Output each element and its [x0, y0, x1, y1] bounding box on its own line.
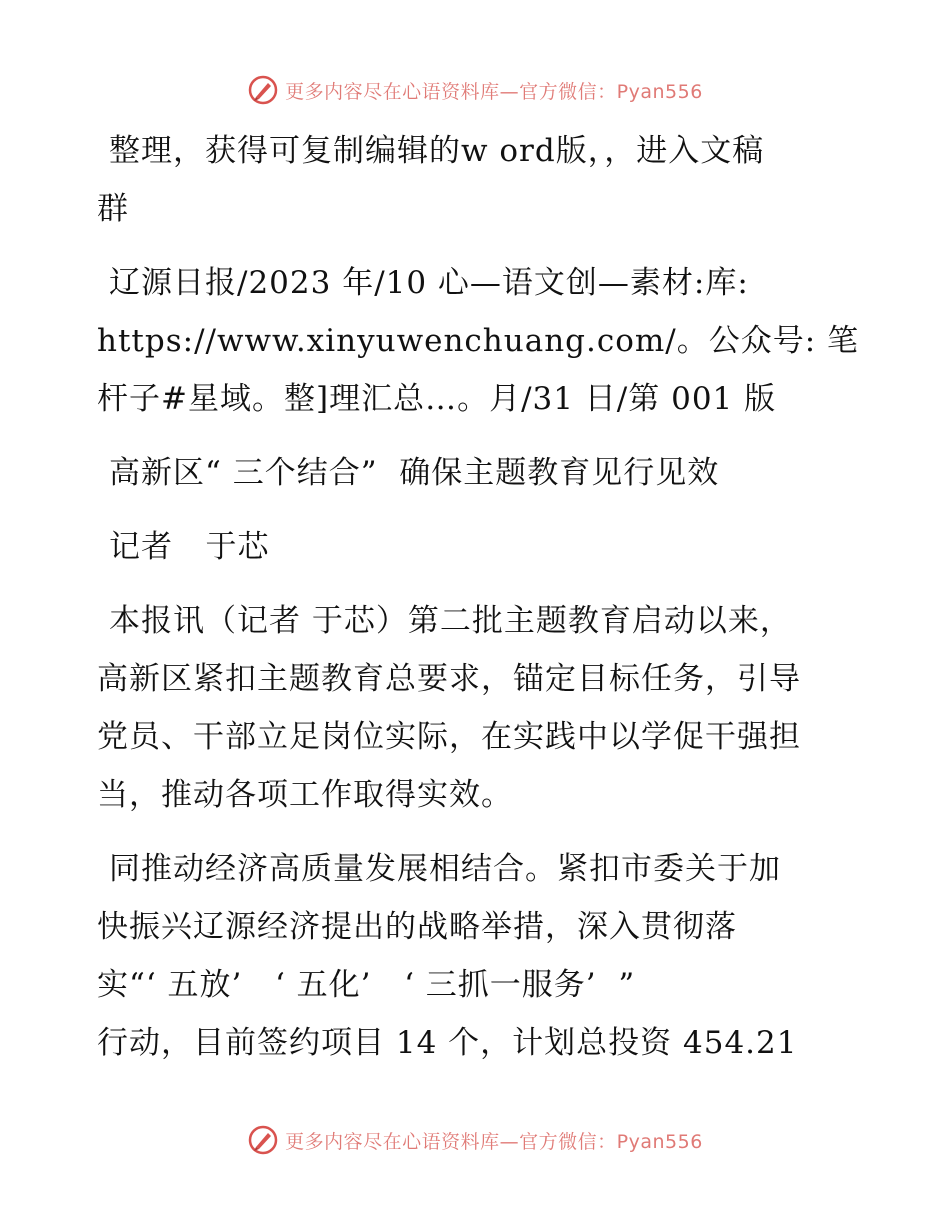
- pen-logo-icon: [247, 1124, 279, 1156]
- pen-logo-icon: [247, 74, 279, 106]
- text-line: 行动，目前签约项目 14 个，计划总投资 454.21: [97, 1025, 798, 1061]
- text-line: 杆子#星域。整]理汇总…。月/31 日/第 001 版: [97, 381, 777, 417]
- text-line: 记者 于芯: [109, 529, 270, 565]
- paragraph-source: [97, 254, 860, 428]
- text-line: 辽源日报/2023 年/10 心—语文创—素材:库:: [109, 265, 749, 301]
- paragraph-lead: [97, 592, 857, 824]
- article-byline: [97, 518, 857, 576]
- paragraph-economy: [97, 840, 857, 1072]
- watermark-text: 更多内容尽在心语资料库—官方微信：Pyan556: [285, 80, 703, 103]
- watermark-text: 更多内容尽在心语资料库—官方微信：Pyan556: [285, 1130, 703, 1153]
- text-line: 快振兴辽源经济提出的战略举措，深入贯彻落: [97, 909, 737, 945]
- article-title: [97, 444, 857, 502]
- text-line: 实“‘ 五放’ ‘ 五化’ ‘ 三抓一服务’ ”: [97, 967, 636, 1003]
- paragraph-intro: [97, 122, 857, 238]
- text-line: 高新区紧扣主题教育总要求，锚定目标任务，引导: [97, 661, 801, 697]
- text-line: 同推动经济高质量发展相结合。紧扣市委关于加: [109, 851, 781, 887]
- text-line: 当，推动各项工作取得实效。: [97, 777, 513, 813]
- text-line: https://www.xinyuwenchuang.com/。公众号: 笔: [97, 323, 860, 359]
- text-line: 群: [97, 191, 129, 227]
- text-line: 本报讯（记者 于芯）第二批主题教育启动以来，: [109, 603, 792, 639]
- text-line: 党员、干部立足岗位实际，在实践中以学促干强担: [97, 719, 801, 755]
- header-watermark: [0, 72, 950, 108]
- footer-watermark: [0, 1122, 950, 1158]
- document-body: [97, 122, 860, 1072]
- text-line: 整理，获得可复制编辑的w ord版，，进入文稿: [109, 133, 765, 169]
- text-line: 高新区“ 三个结合” 确保主题教育见行见效: [109, 455, 720, 491]
